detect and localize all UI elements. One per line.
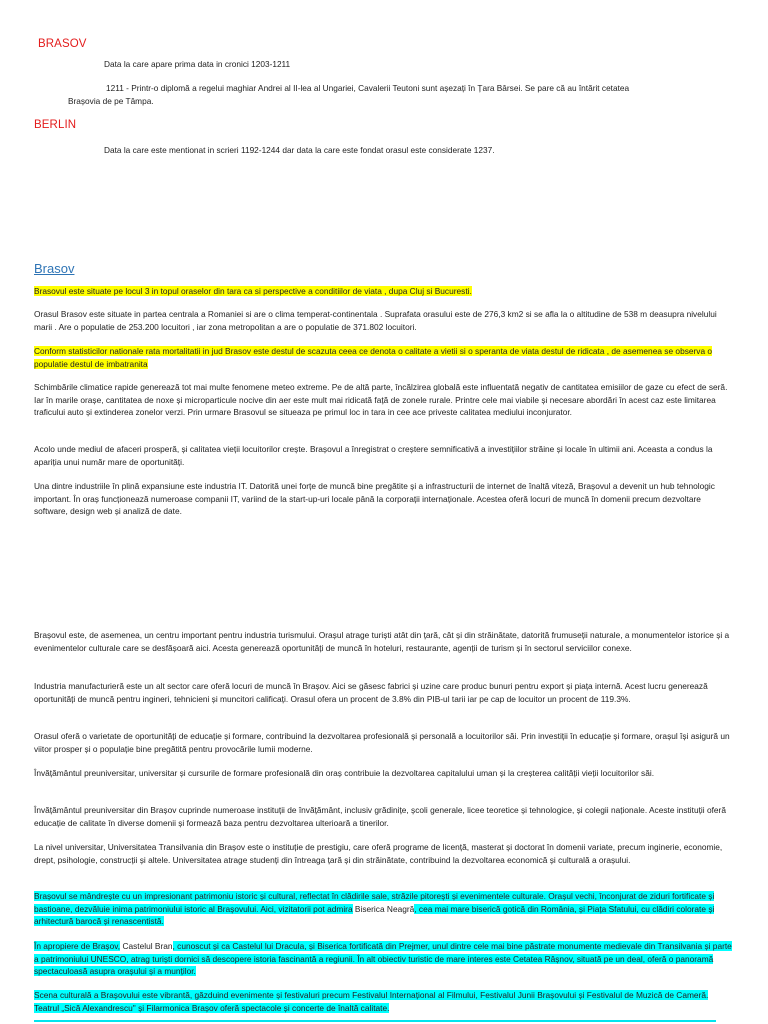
bran-castle-text: Castelul Bran (120, 941, 173, 951)
highlight-attractions-1: În apropiere de Brașov, (34, 941, 121, 951)
berlin-title: BERLIN (34, 119, 77, 131)
highlight-heritage-2: , cea mai mare biserică gotică din România, și Piața Sfatului, cu clădiri colorate și arhitectură barocă și renascentistă. (34, 903, 715, 927)
paragraph-ranking (34, 285, 734, 298)
paragraph-university: La nivel universitar, Universitatea Transilvania din Brașov este o instituție de prestigiu, care oferă programe de licență, masterat și doctorat în domenii variate, precum inginerie, economie, drept, psihologie, construcții și altele. Universitatea atrage studenți din întreaga țară și din străinătate, contribuind la dezvoltarea economică și culturală a orașului. (34, 842, 723, 865)
paragraph-heritage (34, 890, 734, 928)
brasov-diploma-text (104, 83, 744, 95)
brasov-diploma-line2: Brașovia de pe Tâmpa. (68, 96, 154, 106)
brasov-chronicle-date: Data la care apare prima data in cronici 1203-1211 (104, 59, 291, 69)
section-heading: Brasov (34, 261, 75, 276)
berlin-date-text: Data la care este mentionat in scrieri 1192-1244 dar data la care este fondat orasul este considerate 1237. (104, 145, 495, 155)
paragraph-preuniversity: Învățământul preuniversitar din Brașov cuprinde numeroase instituții de învățământ, inclusiv grădinițe, școli generale, licee teoretice și tehnologice, și colegii naționale. Aceste instituții oferă educație de calitate în diverse domenii și formează baza pentru dezvoltarea ulterioară a tinerilor. (34, 805, 726, 828)
paragraph-it-industry: Una dintre industriile în plină expansiune este industria IT. Datorită unei forțe de muncă bine pregătite și a infrastructurii de internet de înaltă viteză, Brașovul a devenit un hub tehnologic important. În oraș funcționează numeroase companii IT, variind de la start-up-uri locale până la corporații internaționale. Acestea oferă locuri de muncă în domenii precum dezvoltare software, design web și analiză de date. (34, 481, 715, 517)
paragraph-business: Acolo unde mediul de afaceri prosperă, și calitatea vieții locuitorilor crește. Brașovul a înregistrat o creștere semnificativă a investițiilor străine și locale în ultimii ani. Aceasta a condus la apariția unui număr mare de oportunități. (34, 444, 713, 467)
highlight-heritage-1: Brașovul se mândrește cu un impresionant patrimoniu istoric și cultural, reflectat în clădirile sale, străzile pitorești și evenimentele culturale. Orașul vechi, înconjurat de ziduri fortificate și bastioane, dezvăluie inima patrimoniului istoric al Brașovului. Aici, vizitatorii pot admira (34, 891, 715, 914)
highlight-mortality: Conform statisticilor nationale rata mortalitatii in jud Brasov este destul de scazuta ceea ce denota o calitate a vietii si o speranta de viata destul de ridicata , de asemenea se observa o populatie destul de imbatranita (34, 346, 713, 369)
paragraph-geography: Orasul Brasov este situate in partea centrala a Romaniei si are o clima temperat-continentala . Suprafata orasului este de 276,3 km2 si se afla la o altitudine de 538 m deasupra nivelului marii . Are o populatie de 253.200 locuitori , iar zona metropolitan a are o populatie de 371.802 locuitori. (34, 309, 717, 332)
paragraph-education: Orasul oferă o varietate de oportunități de educație și formare, contribuind la dezvoltarea profesională și personală a locuitorilor săi. Prin investiții în educație și formare, orașul își asigură un viitor prosper și o populație bine pregătită pentru provocările lumii moderne. (34, 731, 730, 754)
highlight-ranking: Brasovul este situate pe locul 3 in topul oraselor din tara ca si perspective a conditiilor de viata , dupa Cluj si Bucuresti. (34, 286, 472, 296)
bottom-cyan-rule (34, 1020, 716, 1022)
paragraph-vocational: Învățământul preuniversitar, universitar și cursurile de formare profesională din oraș contribuie la dezvoltarea capitalului uman și la creșterea calității vieții locuitorilor săi. (34, 768, 655, 778)
paragraph-climate: Schimbările climatice rapide generează tot mai multe fenomene meteo extreme. Pe de altă parte, încălzirea globală este influentată negativ de cantitatea emisiilor de gaze cu efect de seră. Iar în marile orașe, cantitatea de noxe și microparticule nocive din aer este mult mai ridicată față de zonele rurale. Printre cele mai viabile și necesare abordări în acest caz este limitarea traficului auto și extinderea zonelor verzi. Prin urmare Brasovul se situeaza pe primul loc in tara in cee ace priveste calitatea mediului inconjurator. (34, 382, 728, 418)
highlight-attractions-2: , cunoscut și ca Castelul lui Dracula, și Biserica fortificată din Prejmer, unul dintre cele mai bine păstrate monumente medievale din Transilvania și parte a patrimoniului UNESCO, atrag turiști dornici să descopere istoria fascinantă a regiunii. În alt obiectiv turistic de mare interes este Cetatea Râșnov, situată pe un deal, oferă o panoramă spectaculoasă asupra orașului și a munților. (34, 941, 732, 977)
paragraph-manufacturing: Industria manufacturieră este un alt sector care oferă locuri de muncă în Brașov. Aici se găsesc fabrici și uzine care produc bunuri pentru export și piața internă. Acest lucru generează oportunități de muncă pentru ingineri, tehnicieni și muncitori calificați. Orasul ofera un procent de 3.8% din PIB-ul tarii iar pe cap de locuitor un procent de 119.3%. (34, 681, 708, 704)
paragraph-mortality (34, 345, 734, 370)
paragraph-culture (34, 989, 734, 1014)
black-church-text: Biserica Neagră (352, 903, 415, 914)
paragraph-attractions (34, 940, 734, 978)
brasov-diploma-line1: 1211 - Printr-o diplomă a regelui maghiar Andrei al II-lea al Ungariei, Cavalerii Teutoni sunt așezați în Țara Bârsei. Se pare că au întărit cetatea (106, 83, 630, 93)
highlight-culture: Scena culturală a Brașovului este vibrantă, găzduind evenimente și festivaluri precum Festivalul Internațional al Filmului, Festivalul Junii Brașovului și Festivalul de Muzică de Cameră. Teatrul „Sică Alexandrescu" și Filarmonica Brașov oferă spectacole și concerte de înaltă calitate. (34, 990, 709, 1013)
paragraph-tourism: Brașovul este, de asemenea, un centru important pentru industria turismului. Orașul atrage turiști atât din țară, cât și din străinătate, datorită frumuseții naturale, a monumentelor istorice și a evenimentelor culturale care se desfășoară aici. Acesta generează oportunități de muncă în hoteluri, restaurante, agenții de turism și în sectorul serviciilor conexe. (34, 630, 730, 653)
brasov-title: BRASOV (38, 38, 87, 50)
